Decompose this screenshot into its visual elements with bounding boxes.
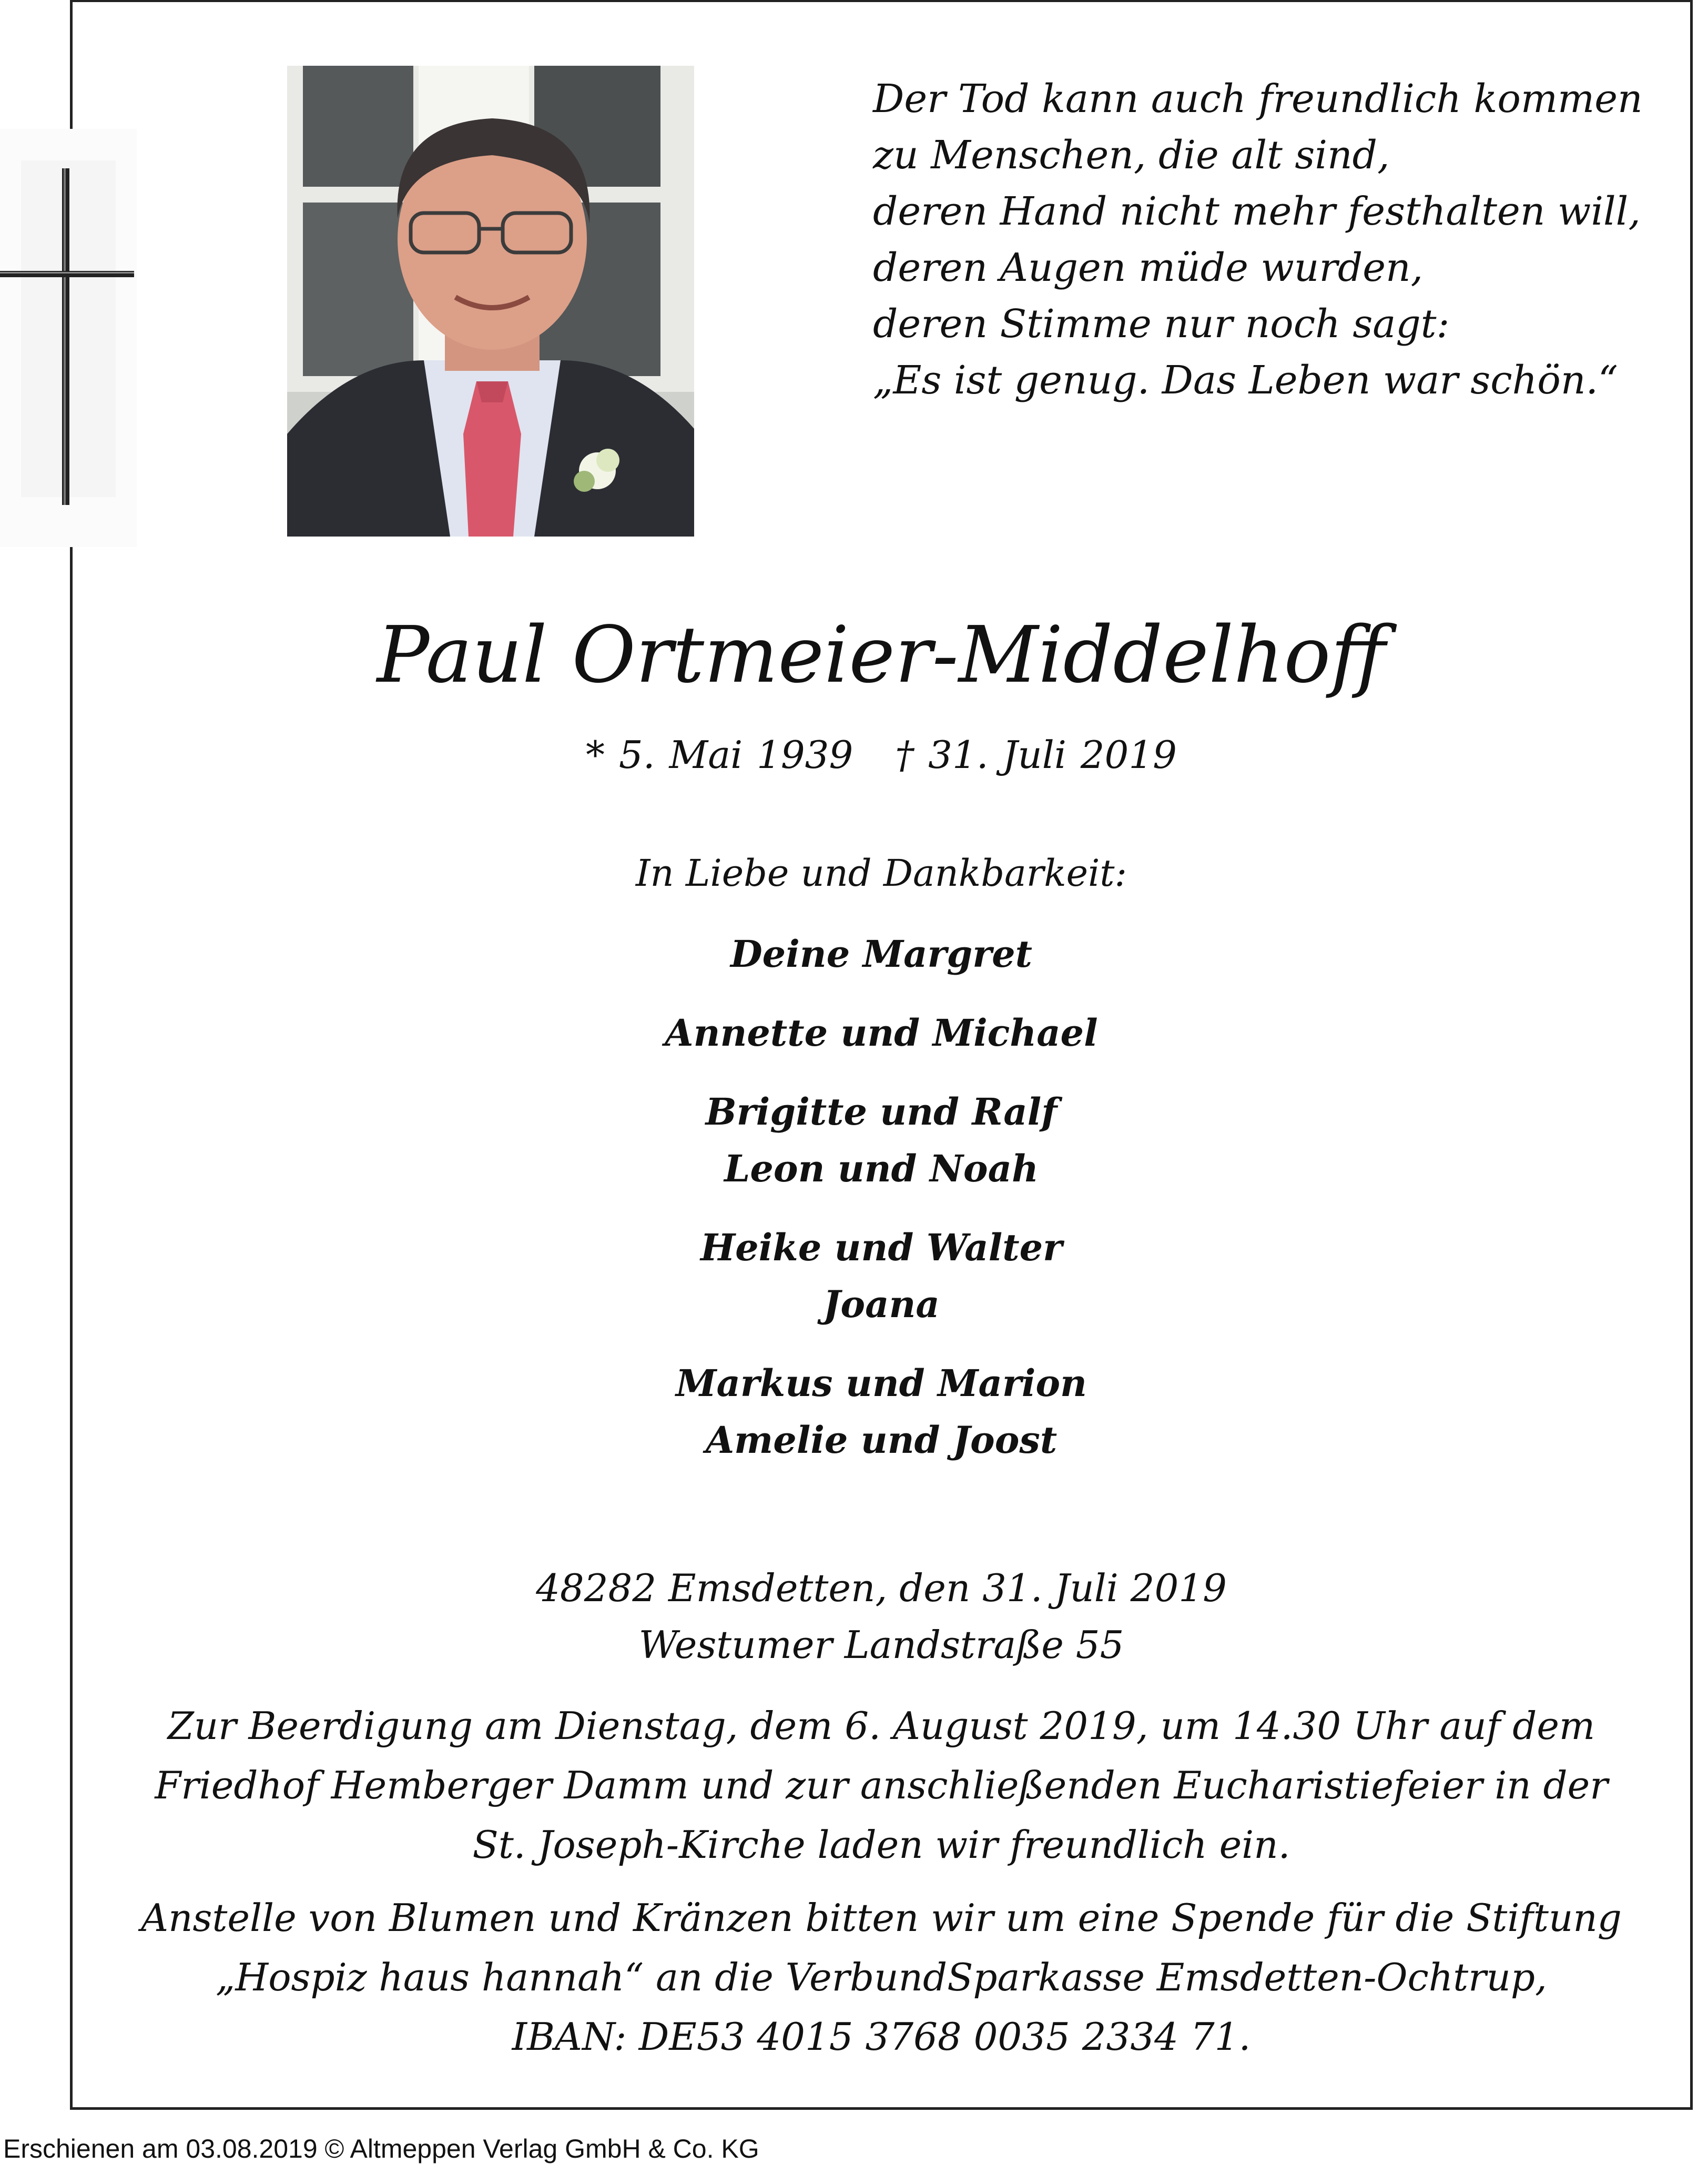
family-group [70,1219,1693,1333]
street-address: Westumer Landstraße 55 [638,1623,1124,1667]
poem-line: deren Stimme nur noch sagt: [873,301,1450,347]
family-member: Amelie und Joost [705,1418,1058,1462]
poem-line: „Es ist genug. Das Leben war schön.“ [873,358,1618,403]
funeral-line: Friedhof Hemberger Damm und zur anschließenden Eucharistiefeier in der [155,1763,1608,1807]
publication-footer: Erschienen am 03.08.2019 © Altmeppen Verlag GmbH & Co. KG [3,2134,759,2163]
portrait-photo [287,66,694,537]
family-member: Leon und Noah [724,1147,1039,1190]
cross-icon [0,129,137,547]
donation-line: „Hospiz haus hannah“ an die VerbundSparkasse Emsdetten-Ochtrup, [216,1955,1547,1999]
life-dates [70,731,1693,778]
poem [873,71,1662,409]
funeral-notice [70,1696,1693,1875]
family-member: Brigitte und Ralf [705,1090,1058,1134]
donation-line: Anstelle von Blumen und Kränzen bitten wir um eine Spende für die Stiftung [141,1896,1622,1940]
donation-notice [70,1888,1693,2067]
place-date: 48282 Emsdetten, den 31. Juli 2019 [536,1566,1227,1610]
funeral-line: Zur Beerdigung am Dienstag, dem 6. August 2019, um 14.30 Uhr auf dem [167,1704,1595,1748]
family-group [70,1084,1693,1197]
poem-line: zu Menschen, die alt sind, [873,133,1390,178]
family-member: Joana [823,1282,940,1326]
family-group [70,1355,1693,1469]
family-member: Markus und Marion [676,1361,1087,1405]
birth-date: * 5. Mai 1939 [586,733,853,777]
family-member: Heike und Walter [700,1226,1062,1269]
poem-line: deren Hand nicht mehr festhalten will, [873,189,1641,234]
poem-line: deren Augen müde wurden, [873,245,1424,290]
portrait-image [287,66,694,537]
cross-emblem [0,129,137,547]
family-member: Deine Margret [730,932,1033,976]
death-date: † 31. Juli 2019 [895,733,1177,777]
donation-line: IBAN: DE53 4015 3768 0035 2334 71. [512,2015,1251,2059]
funeral-line: St. Joseph-Kirche laden wir freundlich ein. [472,1823,1290,1867]
deceased-name: Paul Ortmeier-Middelhoff [377,610,1386,700]
family-group [70,926,1693,983]
poem-line: Der Tod kann auch freundlich kommen [873,76,1643,122]
address-block [70,1560,1693,1673]
family-group [70,1005,1693,1061]
family-list [70,926,1693,1491]
family-member: Annette und Michael [665,1011,1098,1055]
dedication: In Liebe und Dankbarkeit: [635,852,1127,895]
